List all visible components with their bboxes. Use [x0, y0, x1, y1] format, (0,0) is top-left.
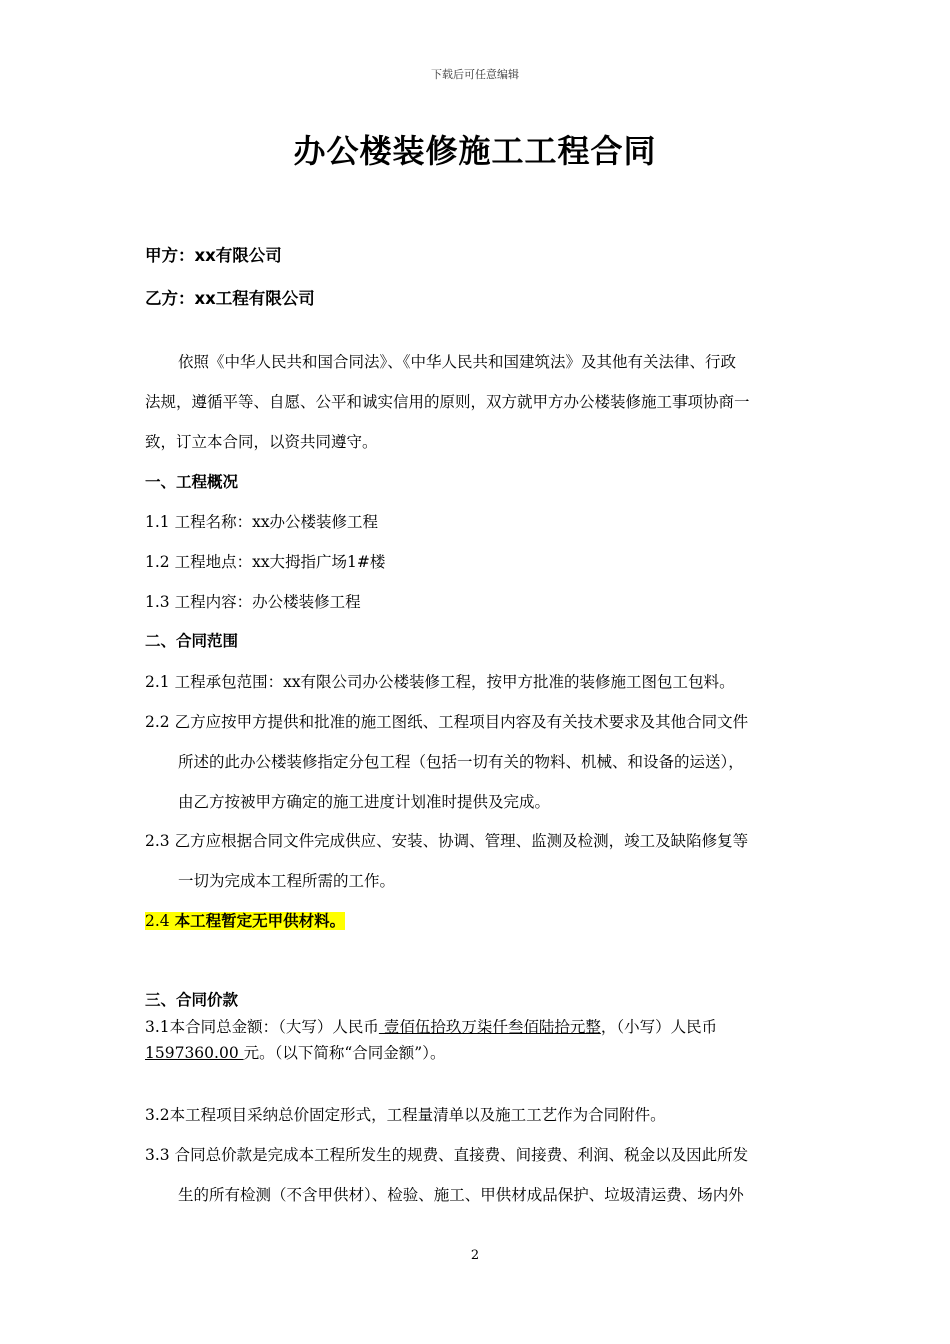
- section-3-item-2: 3.2本工程项目采纳总价固定形式，工程量清单以及施工工艺作为合同附件。: [145, 1106, 666, 1124]
- section-2-item-4: [145, 910, 810, 932]
- page-number: 2: [470, 1248, 480, 1263]
- section-3-item-3-line-1: 3.3 合同总价款是完成本工程所发生的规费、直接费、间接费、利润、税金以及因此所发: [145, 1146, 749, 1164]
- section-1-heading: 一、工程概况: [145, 473, 239, 491]
- section-1-item-2: 1.2 工程地点：xx大拇指广场1#楼: [145, 553, 386, 571]
- section-2-item-3-line-1: 2.3 乙方应根据合同文件完成供应、安装、协调、管理、监测及检测，竣工及缺陷修复等: [145, 832, 749, 850]
- section-3-heading: 三、合同价款: [145, 991, 239, 1009]
- section-3-item-1-line-2: [145, 1042, 810, 1064]
- party-b: 乙方：xx工程有限公司: [145, 289, 315, 308]
- header-note: 下载后可任意编辑: [431, 68, 519, 81]
- section-2-item-2-line-1: 2.2 乙方应按甲方提供和批准的施工图纸、工程项目内容及有关技术要求及其他合同文件: [145, 713, 749, 731]
- contract-amount-number: 1597360.00: [145, 1044, 244, 1062]
- section-2-item-4-text: 本工程暂定无甲供材料。: [174, 912, 346, 930]
- contract-amount-words: 壹佰伍拾玖万柒仟叁佰陆拾元整: [378, 1018, 601, 1036]
- section-1-item-1: 1.1 工程名称：xx办公楼装修工程: [145, 513, 379, 531]
- section-3-item-3-line-2: 生的所有检测（不含甲供材）、检验、施工、甲供材成品保护、垃圾清运费、场内外: [178, 1186, 744, 1204]
- section-2-item-3-line-2: 一切为完成本工程所需的工作。: [178, 872, 396, 890]
- party-a: 甲方：xx有限公司: [145, 246, 282, 265]
- section-2-heading: 二、合同范围: [145, 632, 239, 650]
- section-2-item-2-line-3: 由乙方按被甲方确定的施工进度计划准时提供及完成。: [178, 793, 551, 811]
- intro-line-1: 依照《中华人民共和国合同法》、《中华人民共和国建筑法》及其他有关法律、行政: [178, 353, 737, 371]
- intro-line-3: 致，订立本合同，以资共同遵守。: [145, 433, 378, 451]
- section-3-item-1-line-1: [145, 1016, 810, 1038]
- contract-amount-middle: ，（小写）人民币: [600, 1018, 718, 1036]
- contract-amount-suffix: 元。（以下简称“合同金额”）。: [243, 1044, 446, 1062]
- section-2-item-4-number: 2.4: [145, 912, 175, 930]
- intro-line-2: 法规，遵循平等、自愿、公平和诚实信用的原则，双方就甲方办公楼装修施工事项协商一: [145, 393, 750, 411]
- contract-amount-prefix: 3.1本合同总金额：（大写）人民币: [145, 1018, 379, 1036]
- document-title: 办公楼装修施工工程合同: [293, 132, 657, 170]
- section-2-item-2-line-2: 所述的此办公楼装修指定分包工程（包括一切有关的物料、机械、和设备的运送），: [178, 753, 744, 771]
- section-2-item-1: 2.1 工程承包范围：xx有限公司办公楼装修工程，按甲方批准的装修施工图包工包料。: [145, 673, 735, 691]
- section-1-item-3: 1.3 工程内容：办公楼装修工程: [145, 593, 361, 611]
